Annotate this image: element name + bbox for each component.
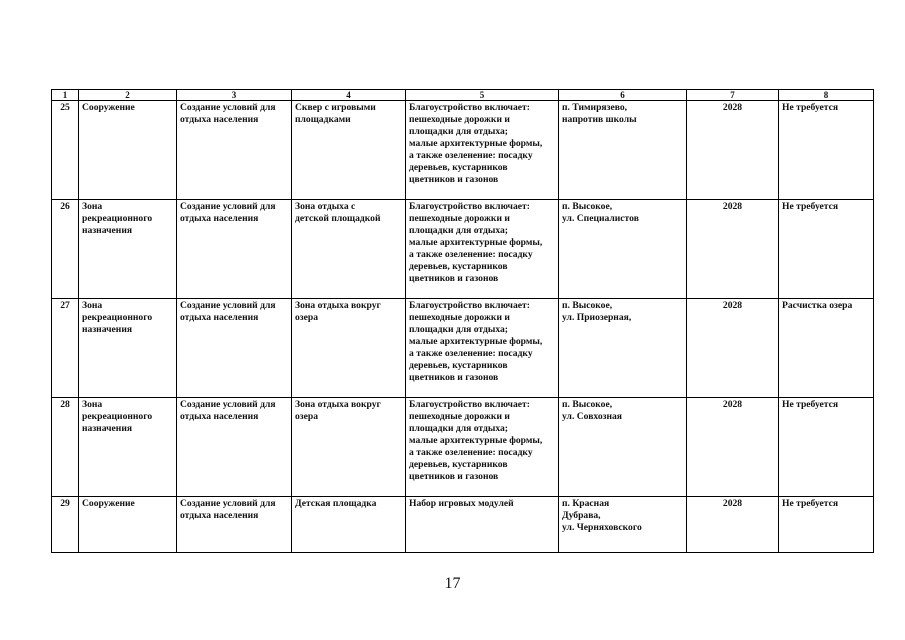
column-header: 8 [779, 90, 874, 101]
object-purpose: Создание условий для отдыха населения [177, 200, 292, 299]
object-name: Детская площадка [292, 497, 406, 553]
object-description: Благоустройство включает: пешеходные дорожки и площадки для отдыха; малые архитектурные формы, а также озеленение: посадку деревьев, кустарников цветников и газонов [406, 101, 559, 200]
object-description: Благоустройство включает: пешеходные дорожки и площадки для отдыха; малые архитектурные формы, а также озеленение: посадку деревьев, кустарников цветников и газонов [406, 200, 559, 299]
object-note: Не требуется [779, 101, 874, 200]
object-purpose: Создание условий для отдыха населения [177, 398, 292, 497]
object-location: п. Высокое, ул. Приозерная, [559, 299, 687, 398]
table-row [52, 398, 874, 497]
object-location: п. Высокое, ул. Совхозная [559, 398, 687, 497]
object-location: п. Высокое, ул. Специалистов [559, 200, 687, 299]
table-row [52, 299, 874, 398]
object-type: Сооружение [79, 101, 177, 200]
row-number: 28 [52, 398, 79, 497]
object-name: Сквер с игровыми площадками [292, 101, 406, 200]
object-year: 2028 [687, 101, 779, 200]
object-year: 2028 [687, 398, 779, 497]
object-year: 2028 [687, 200, 779, 299]
object-purpose: Создание условий для отдыха населения [177, 299, 292, 398]
object-note: Расчистка озера [779, 299, 874, 398]
object-location: п. Тимирязево, напротив школы [559, 101, 687, 200]
object-description: Набор игровых модулей [406, 497, 559, 553]
row-number: 27 [52, 299, 79, 398]
object-type: Зона рекреационного назначения [79, 398, 177, 497]
object-description: Благоустройство включает: пешеходные дорожки и площадки для отдыха; малые архитектурные формы, а также озеленение: посадку деревьев, кустарников цветников и газонов [406, 299, 559, 398]
column-header: 4 [292, 90, 406, 101]
object-purpose: Создание условий для отдыха населения [177, 101, 292, 200]
object-location: п. Красная Дубрава, ул. Черняховского [559, 497, 687, 553]
row-number: 26 [52, 200, 79, 299]
header-row [52, 90, 874, 101]
object-year: 2028 [687, 299, 779, 398]
object-note: Не требуется [779, 398, 874, 497]
object-note: Не требуется [779, 200, 874, 299]
object-purpose: Создание условий для отдыха населения [177, 497, 292, 553]
column-header: 5 [406, 90, 559, 101]
column-header: 3 [177, 90, 292, 101]
column-header: 6 [559, 90, 687, 101]
object-name: Зона отдыха с детской площадкой [292, 200, 406, 299]
object-type: Сооружение [79, 497, 177, 553]
row-number: 29 [52, 497, 79, 553]
table-row [52, 497, 874, 553]
column-header: 2 [79, 90, 177, 101]
object-type: Зона рекреационного назначения [79, 299, 177, 398]
column-header: 7 [687, 90, 779, 101]
object-description: Благоустройство включает: пешеходные дорожки и площадки для отдыха; малые архитектурные формы, а также озеленение: посадку деревьев, кустарников цветников и газонов [406, 398, 559, 497]
table-row [52, 101, 874, 200]
planning-table [51, 89, 874, 553]
object-year: 2028 [687, 497, 779, 553]
object-type: Зона рекреационного назначения [79, 200, 177, 299]
page-number: 17 [444, 575, 461, 592]
table-row [52, 200, 874, 299]
object-name: Зона отдыха вокруг озера [292, 299, 406, 398]
column-header: 1 [52, 90, 79, 101]
object-note: Не требуется [779, 497, 874, 553]
object-name: Зона отдыха вокруг озера [292, 398, 406, 497]
row-number: 25 [52, 101, 79, 200]
